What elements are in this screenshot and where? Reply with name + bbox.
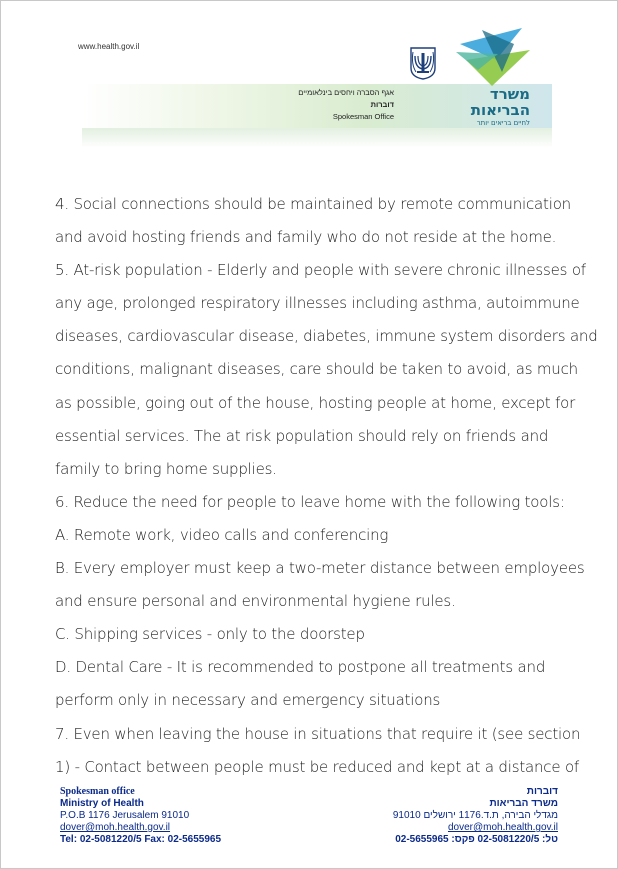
letter-footer bbox=[0, 782, 618, 862]
ministry-tagline: לחיים בריאים יותר bbox=[476, 119, 530, 127]
footer-address-hebrew: מגדלי הבירה, ת.ד.1176 ירושלים 91010 bbox=[392, 810, 558, 821]
footer-email-link[interactable]: dover@moh.health.gov.il bbox=[60, 822, 171, 833]
fax-label: Fax: bbox=[144, 834, 165, 845]
body-line: any age, prolonged respiratory illnesses including asthma, autoimmune bbox=[55, 294, 580, 313]
body-line: essential services. The at risk population should rely on friends and bbox=[55, 426, 549, 445]
department-line: אגף הסברה ויחסים בינלאומיים bbox=[298, 88, 394, 97]
body-line: C. Shipping services - only to the doorstep bbox=[55, 625, 365, 644]
body-line: family to bring home supplies. bbox=[55, 459, 277, 478]
tel-label: Tel: bbox=[60, 834, 78, 845]
footer-office-hebrew: דוברות bbox=[526, 786, 558, 797]
tel-value: 02-5081220/5 bbox=[77, 834, 145, 845]
body-line: B. Every employer must keep a two-meter distance between employees bbox=[55, 559, 585, 578]
body-line: 4. Social connections should be maintained by remote communication bbox=[55, 195, 571, 213]
document-body bbox=[55, 188, 598, 784]
body-line: 7. Even when leaving the house in situations that require it (see section bbox=[55, 724, 581, 743]
body-line: D. Dental Care - It is recommended to postpone all treatments and bbox=[55, 658, 546, 677]
department-block bbox=[298, 87, 394, 123]
footer-contact-hebrew: טל: 02-5081220/5 פקס: 02-5655965 bbox=[395, 834, 558, 845]
body-line: and avoid hosting friends and family who do not reside at the home. bbox=[55, 228, 557, 247]
footer-ministry-hebrew: משרד הבריאות bbox=[489, 798, 558, 809]
footer-address: P.O.B 1176 Jerusalem 91010 bbox=[60, 810, 190, 821]
spokesman-hebrew: דוברות bbox=[370, 100, 394, 109]
body-line: conditions, malignant diseases, care should be taken to avoid, as much bbox=[55, 360, 578, 379]
website-url[interactable]: www.health.gov.il bbox=[78, 42, 140, 51]
body-line: diseases, cardiovascular disease, diabetes, immune system disorders and bbox=[55, 327, 598, 346]
footer-hebrew bbox=[393, 786, 558, 846]
ministry-logo-text bbox=[432, 86, 530, 128]
footer-email-link-hebrew[interactable]: dover@moh.health.gov.il bbox=[447, 822, 558, 833]
body-line: 6. Reduce the need for people to leave home with the following tools: bbox=[55, 492, 565, 511]
body-line: as possible, going out of the house, hosting people at home, except for bbox=[55, 393, 576, 412]
footer-english bbox=[60, 786, 221, 846]
body-line: 1) - Contact between people must be reduced and kept at a distance of bbox=[55, 757, 580, 776]
ministry-name-hebrew: משרד הבריאות bbox=[470, 85, 530, 119]
footer-ministry: Ministry of Health bbox=[60, 798, 144, 809]
footer-office: Spokesman office bbox=[60, 786, 135, 797]
body-line: A. Remote work, video calls and conferencing bbox=[55, 525, 389, 544]
state-emblem-icon bbox=[408, 46, 438, 80]
body-line: 5. At-risk population - Elderly and people with severe chronic illnesses of bbox=[55, 261, 586, 280]
body-line: and ensure personal and environmental hygiene rules. bbox=[55, 592, 456, 611]
body-line: perform only in necessary and emergency situations bbox=[55, 691, 441, 710]
fax-value: 02-5655965 bbox=[164, 834, 222, 845]
ministry-logo-icon bbox=[452, 24, 540, 90]
footer-phone-fax bbox=[60, 834, 221, 846]
letterhead-band-fade bbox=[82, 128, 552, 148]
spokesman-english: Spokesman Office bbox=[332, 112, 394, 121]
letterhead bbox=[0, 0, 618, 150]
